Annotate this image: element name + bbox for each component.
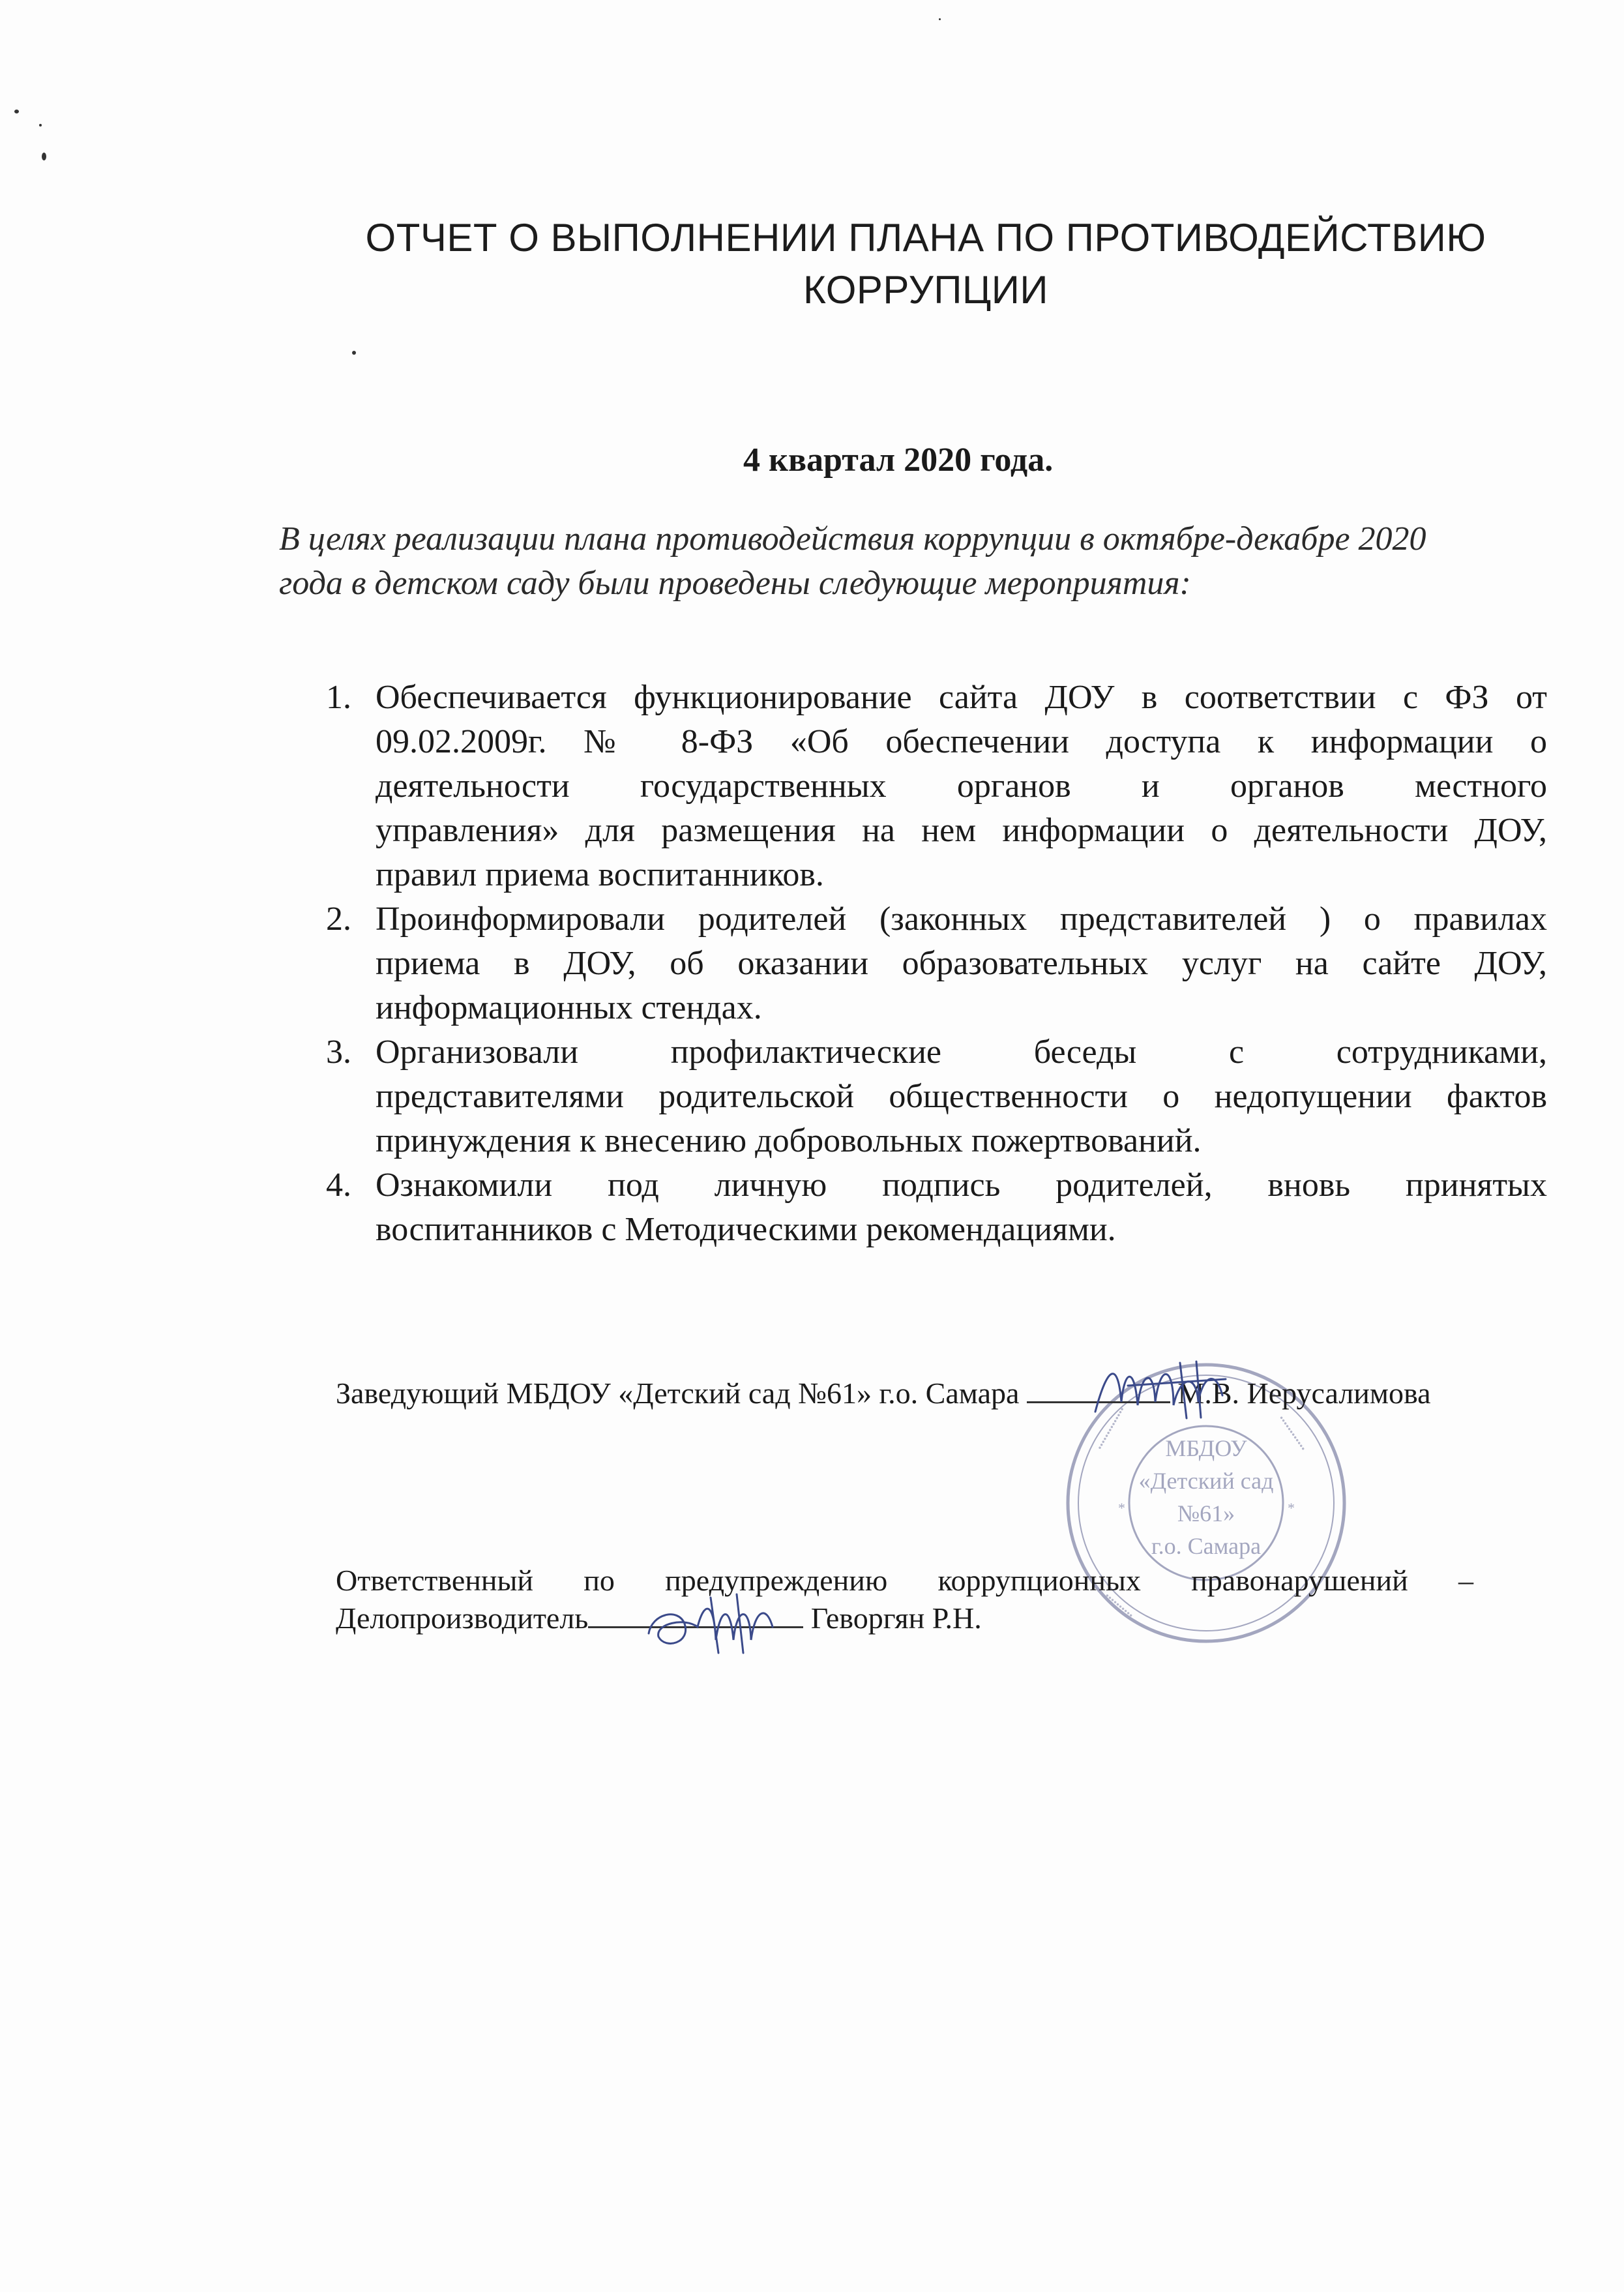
item-line: 09.02.2009г. № 8-ФЗ «Об обеспечении доступа к информации о [376, 723, 1547, 760]
list-item [313, 676, 1547, 897]
svg-text:••••••••••••: •••••••••••• [1275, 1414, 1308, 1453]
item-line: представителями родительской общественности о недопущении фактов [376, 1078, 1547, 1115]
item-line: деятельности государственных органов и органов местного [376, 767, 1547, 805]
intro-paragraph [279, 517, 1550, 606]
title-line: ОТЧЕТ О ВЫПОЛНЕНИИ ПЛАНА ПО ПРОТИВОДЕЙСТВИЮ [365, 216, 1486, 260]
report-period: 4 квартал 2020 года. [743, 441, 1054, 479]
item-number: 3. [326, 1034, 351, 1071]
head-signature-line [336, 1376, 1431, 1410]
head-position: Заведующий МБДОУ «Детский сад №61» г.о. Самара [336, 1377, 1020, 1410]
item-text [376, 897, 1547, 1030]
head-signature-icon [1082, 1350, 1252, 1428]
svg-text:••••••••••: •••••••••• [1103, 1590, 1136, 1620]
list-item [313, 1163, 1547, 1252]
list-item [313, 1030, 1547, 1163]
scan-speck [14, 110, 19, 113]
item-number: 4. [326, 1167, 351, 1204]
scan-speck [352, 351, 356, 355]
document-title [287, 212, 1565, 316]
responsible-title: Ответственный по предупреждению коррупционных правонарушений – [336, 1564, 1473, 1597]
svg-text:*: * [1118, 1500, 1125, 1516]
intro-line: года в детском саду были проведены следующие мероприятия: [279, 565, 1191, 602]
item-line: информационных стендах. [376, 989, 762, 1026]
stamp-line: МБДОУ [1165, 1435, 1247, 1461]
item-number: 2. [326, 900, 351, 938]
item-text [376, 1163, 1547, 1252]
intro-line: В целях реализации плана противодействия коррупции в октябре-декабре 2020 [279, 520, 1426, 558]
stamp-line: «Детский сад [1138, 1468, 1274, 1494]
item-line: Ознакомили под личную подпись родителей, вновь принятых [376, 1167, 1547, 1204]
responsible-signature-block [336, 1562, 1473, 1637]
scan-speck [42, 153, 46, 160]
scan-speck [939, 18, 941, 20]
scan-speck [39, 124, 42, 127]
item-text [376, 676, 1547, 897]
item-line: принуждения к внесению добровольных пожертвований. [376, 1122, 1202, 1159]
item-line: Организовали профилактические беседы с сотрудниками, [376, 1034, 1547, 1071]
responsible-position: Делопроизводитель [336, 1601, 589, 1635]
stamp-line: г.о. Самара [1151, 1533, 1262, 1559]
title-line: КОРРУПЦИИ [803, 268, 1049, 312]
stamp-line: №61» [1177, 1500, 1235, 1526]
item-line: Проинформировали родителей (законных представителей ) о правилах [376, 900, 1547, 938]
responsible-line [336, 1600, 1473, 1637]
item-line: Обеспечивается функционирование сайта ДОУ в соответствии с ФЗ от [376, 679, 1547, 716]
item-line: воспитанников с Методическими рекомендациями. [376, 1211, 1116, 1248]
responsible-signature-icon [639, 1588, 789, 1659]
measures-list [313, 676, 1547, 1252]
item-line: приема в ДОУ, об оказании образовательных услуг на сайте ДОУ, [376, 945, 1547, 982]
item-text [376, 1030, 1547, 1163]
head-name: М.В. Иерусалимова [1177, 1377, 1431, 1410]
item-line: управления» для размещения на нем информации о деятельности ДОУ, [376, 812, 1547, 849]
svg-text:••••••••••••••: •••••••••••••• [1095, 1405, 1129, 1452]
item-number: 1. [326, 679, 351, 716]
item-line: правил приема воспитанников. [376, 856, 824, 893]
list-item [313, 897, 1547, 1030]
responsible-name: Геворгян Р.Н. [810, 1601, 982, 1635]
svg-text:*: * [1288, 1500, 1295, 1516]
